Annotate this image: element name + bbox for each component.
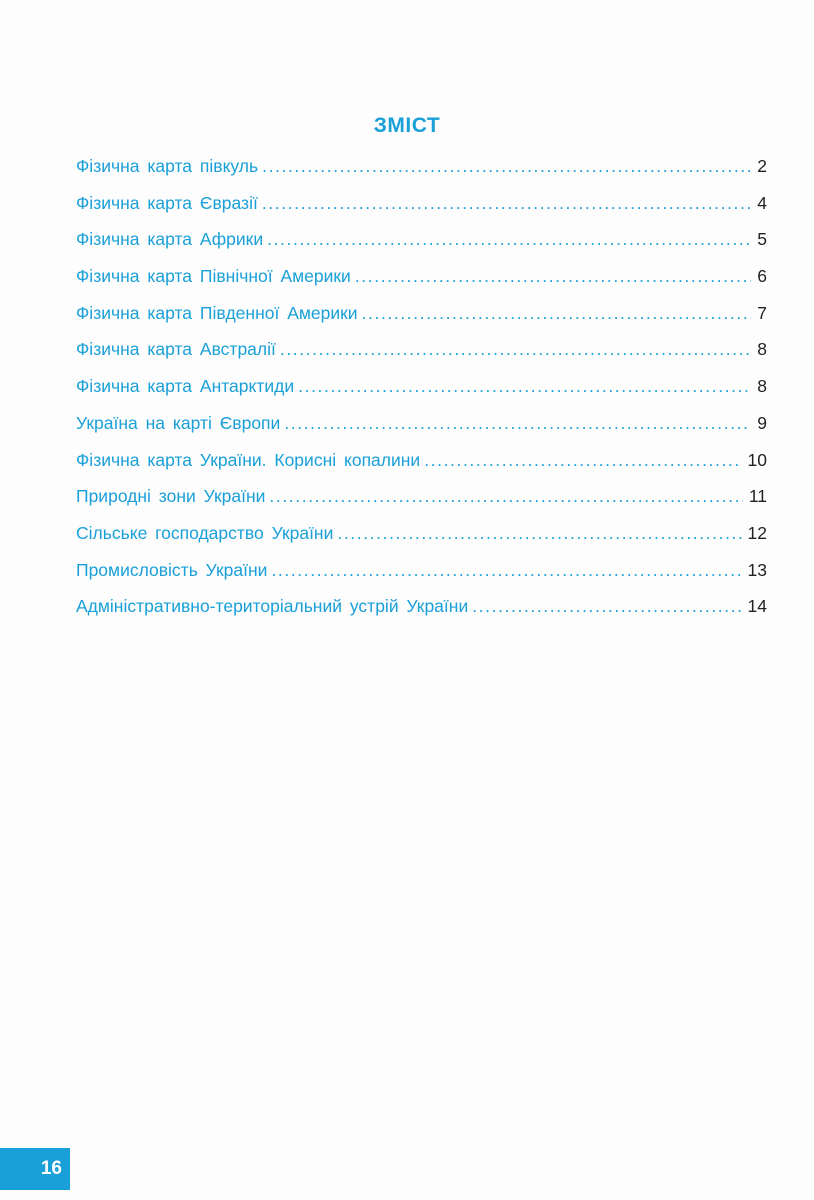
toc-entry-label: Фізична карта Північної Америки bbox=[76, 266, 351, 287]
toc-entry-page: 14 bbox=[747, 596, 767, 617]
toc-entry[interactable] bbox=[76, 221, 767, 258]
toc-entry-page: 10 bbox=[747, 449, 767, 470]
toc-entry[interactable] bbox=[76, 405, 767, 442]
toc-dot-leader bbox=[424, 442, 741, 479]
toc-entry[interactable] bbox=[76, 148, 767, 185]
toc-entry-page: 2 bbox=[757, 156, 767, 176]
table-of-contents bbox=[76, 148, 767, 625]
toc-title: ЗМІСТ bbox=[373, 114, 441, 137]
toc-entry[interactable] bbox=[76, 185, 767, 222]
toc-entry-label: Природні зони України bbox=[76, 486, 266, 507]
toc-dot-leader bbox=[298, 368, 751, 405]
toc-dot-leader bbox=[262, 148, 751, 185]
toc-entry[interactable] bbox=[76, 331, 767, 368]
toc-entry-page: 8 bbox=[757, 376, 767, 397]
toc-entry[interactable] bbox=[76, 295, 767, 332]
toc-dot-leader bbox=[267, 221, 751, 258]
toc-entry-label: Адміністративно-територіальний устрій України bbox=[76, 596, 469, 617]
page-number-badge: 16 bbox=[0, 1148, 70, 1190]
toc-dot-leader bbox=[472, 588, 741, 625]
toc-dot-leader bbox=[284, 405, 751, 442]
toc-dot-leader bbox=[271, 552, 741, 589]
toc-dot-leader bbox=[362, 295, 751, 332]
toc-entry-page: 5 bbox=[757, 229, 767, 250]
toc-entry-label: Промисловість України bbox=[76, 559, 268, 580]
toc-entry-label: Україна на карті Європи bbox=[76, 412, 281, 433]
toc-entry[interactable] bbox=[76, 368, 767, 405]
toc-entry[interactable] bbox=[76, 552, 767, 589]
toc-entry-label: Фізична карта Австралії bbox=[76, 339, 276, 360]
toc-entry-label: Фізична карта півкуль bbox=[76, 156, 259, 176]
toc-dot-leader bbox=[355, 258, 751, 295]
toc-entry-page: 13 bbox=[747, 559, 767, 580]
toc-entry-page: 6 bbox=[757, 266, 767, 287]
toc-dot-leader bbox=[262, 185, 751, 222]
toc-entry-page: 11 bbox=[748, 486, 767, 507]
toc-entry-page: 12 bbox=[747, 522, 767, 543]
toc-entry-page: 7 bbox=[757, 302, 767, 323]
toc-dot-leader bbox=[280, 331, 751, 368]
toc-entry[interactable] bbox=[76, 515, 767, 552]
toc-entry-label: Фізична карта Африки bbox=[76, 229, 264, 250]
toc-entry[interactable] bbox=[76, 442, 767, 479]
toc-entry[interactable] bbox=[76, 588, 767, 625]
toc-entry-label: Сільське господарство України bbox=[76, 522, 334, 543]
toc-dot-leader bbox=[269, 478, 742, 515]
toc-entry[interactable] bbox=[76, 478, 767, 515]
toc-entry-label: Фізична карта Антарктиди bbox=[76, 376, 295, 397]
toc-entry-label: Фізична карта України. Корисні копалини bbox=[76, 449, 421, 470]
toc-entry-label: Фізична карта Південної Америки bbox=[76, 302, 358, 323]
toc-entry-page: 8 bbox=[757, 339, 767, 360]
toc-entry[interactable] bbox=[76, 258, 767, 295]
toc-entry-page: 9 bbox=[757, 412, 767, 433]
toc-dot-leader bbox=[337, 515, 741, 552]
toc-entry-page: 4 bbox=[757, 192, 767, 213]
toc-entry-label: Фізична карта Євразії bbox=[76, 192, 258, 213]
